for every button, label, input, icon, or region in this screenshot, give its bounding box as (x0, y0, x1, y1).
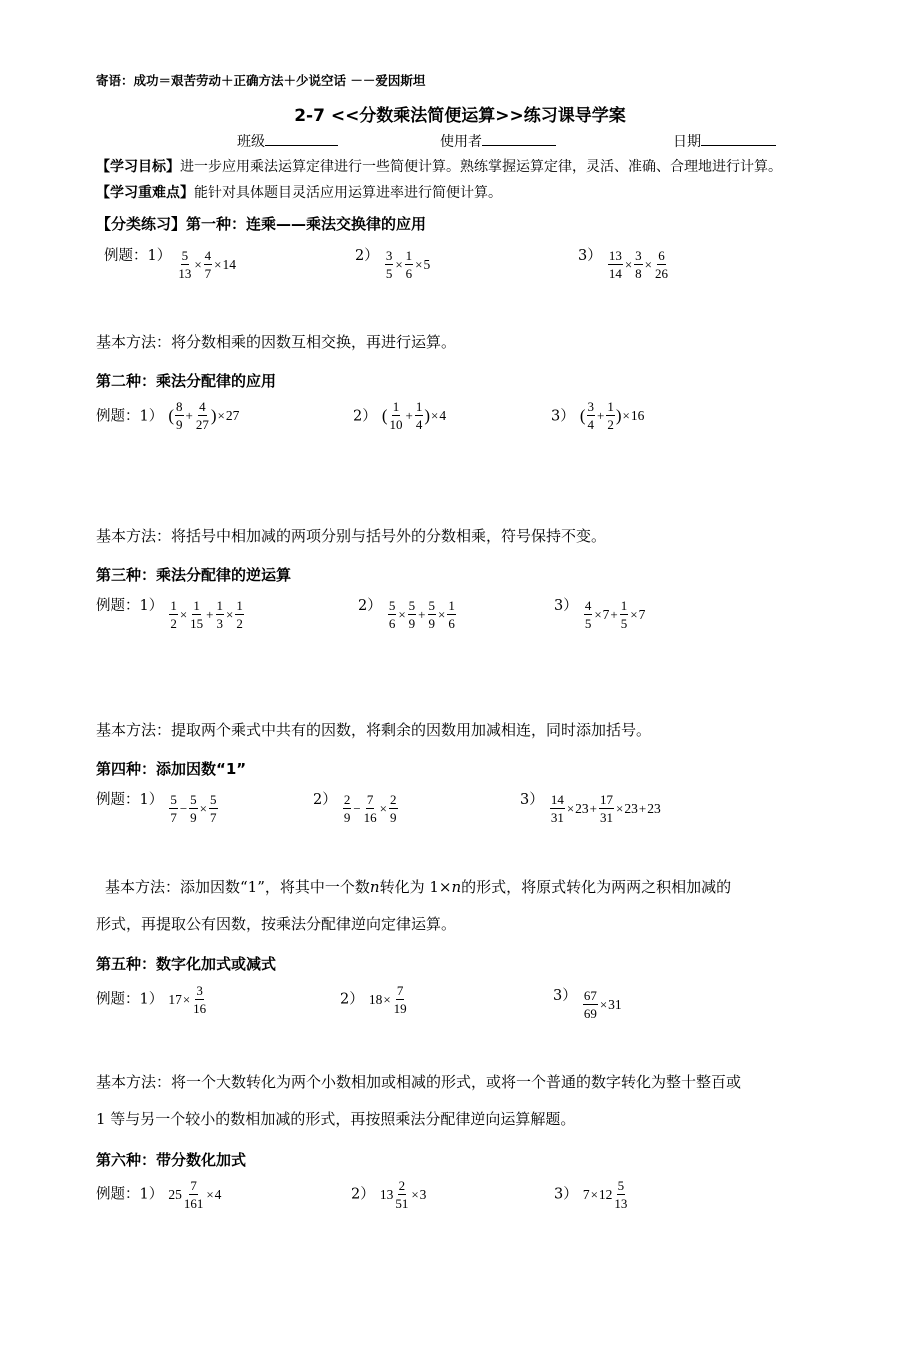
operator: + (206, 606, 214, 622)
numerator: 1 (170, 598, 177, 613)
numerator: 2 (390, 792, 397, 807)
s2-example-3 (551, 400, 644, 431)
numerator: 8 (176, 399, 183, 414)
denominator: 13 (178, 266, 192, 281)
denominator: 27 (195, 417, 209, 432)
denominator: 14 (608, 266, 622, 281)
example-label: 1） (139, 792, 164, 808)
example-label: 3） (554, 598, 578, 614)
denominator: 9 (343, 810, 351, 825)
class-blank[interactable] (265, 131, 338, 146)
denominator: 9 (408, 616, 416, 631)
numerator: 5 (617, 1178, 625, 1193)
denominator: 9 (390, 810, 397, 825)
s1-method: 基本方法：将分数相乘的因数互相交换，再进行运算。 (96, 333, 457, 351)
numerator: 2 (343, 792, 351, 807)
operator: × (206, 1186, 214, 1202)
numerator: 3 (587, 399, 594, 414)
numerator: 5 (210, 792, 217, 807)
s5-method-line1: 基本方法：将一个大数转化为两个小数相加或相减的形式，或将一个普通的数字转化为整十整百或 (96, 1073, 742, 1091)
fraction (177, 249, 192, 280)
operator: − (353, 800, 361, 816)
s3-example-1 (96, 594, 245, 630)
numerator: 5 (408, 598, 416, 613)
fraction (393, 984, 408, 1015)
math-expression: 7 × 12 $\frac{5}{13}$ (582, 1178, 628, 1211)
example-label: 3） (520, 792, 544, 808)
denominator: 9 (428, 616, 436, 631)
denominator: 5 (385, 266, 393, 281)
user-blank[interactable] (482, 131, 556, 146)
numerator: 1 (216, 598, 224, 613)
fraction (363, 793, 378, 824)
example-label: 例题： (96, 598, 140, 614)
s5-method-line2: 1 等与另一个较小的数相加减的形式，再按照乘法分配律逆向运算解题。 (96, 1110, 576, 1128)
numerator: 1 (415, 399, 423, 414)
operator: × (431, 407, 439, 423)
operator: × (594, 606, 602, 622)
date-field (673, 131, 776, 151)
s4-example-3 (520, 788, 661, 824)
section-2-title: 第二种：乘法分配律的应用 (96, 372, 277, 390)
s2-example-1 (96, 400, 239, 431)
s6-example-2 (351, 1179, 426, 1210)
math-expression: $\frac{67}{69}$ × 31 (583, 988, 622, 1021)
operator: × (199, 800, 208, 816)
fraction (606, 400, 615, 431)
example-label: 例题： (96, 1186, 140, 1203)
denominator: 69 (583, 1006, 597, 1021)
denominator: 5 (584, 616, 592, 631)
numerator: 6 (658, 248, 665, 263)
numerator: 5 (428, 598, 436, 613)
key-text: 能针对具体题目灵活应用运算进率进行简便计算。 (194, 185, 502, 201)
denominator: 7 (204, 266, 212, 281)
numerator: 3 (385, 248, 393, 263)
fraction (204, 249, 213, 280)
page-title: 2-7 <<分数乘法简便运算>>练习课导学案 (294, 106, 626, 126)
user-field (440, 131, 556, 151)
numerator: 5 (170, 792, 177, 807)
key-label: 【学习重难点】 (96, 185, 194, 201)
denominator: 15 (190, 616, 204, 631)
s1-example-3 (578, 244, 670, 280)
fraction (169, 793, 178, 824)
section-1-title: 【分类练习】第一种：连乘——乘法交换律的应用 (96, 215, 427, 233)
numerator: 3 (196, 983, 203, 998)
operator: × (214, 256, 222, 272)
numerator: 4 (584, 598, 592, 613)
fraction (620, 599, 629, 630)
parenthesis: ( (579, 405, 586, 425)
s2-method: 基本方法：将括号中相加减的两项分别与括号外的分数相乘，符号保持不变。 (96, 527, 607, 545)
user-label: 使用者 (440, 134, 482, 150)
operator: × (217, 407, 225, 423)
math-expression: 17 × $\frac{3}{16}$ (168, 983, 207, 1016)
example-label: 1） (139, 408, 164, 425)
denominator: 7 (170, 810, 177, 825)
section-3-title: 第三种：乘法分配律的逆运算 (96, 566, 292, 584)
denominator: 161 (183, 1196, 204, 1211)
s3-example-2 (358, 594, 457, 630)
fraction (389, 400, 404, 431)
fraction (550, 793, 565, 824)
operator: + (597, 407, 605, 423)
s5-example-2 (340, 984, 409, 1015)
math-expression (607, 249, 670, 280)
operator: + (405, 407, 413, 423)
operator: × (630, 606, 638, 622)
math-expression: ( $\frac{8}{9}$ + $\frac{4}{27}$ ) × 27 (168, 399, 240, 432)
operator: × (182, 991, 191, 1007)
s2-example-2 (353, 400, 446, 431)
denominator: 31 (550, 810, 564, 825)
fraction (388, 599, 397, 630)
fraction (216, 599, 225, 630)
operator: × (599, 996, 608, 1012)
example-label: 2） (358, 598, 382, 614)
example-label: 3） (553, 988, 577, 1004)
fraction (447, 599, 456, 630)
example-label: 1） (139, 991, 164, 1008)
denominator: 51 (395, 1196, 409, 1211)
numerator: 7 (366, 792, 374, 807)
goal-text: 进一步应用乘法运算定律进行一些简便计算。熟练掌握运算定律，灵活、准确、合理地进行计算。 (180, 159, 782, 175)
operator: × (226, 606, 234, 622)
operator: × (411, 1186, 419, 1202)
operator: + (185, 407, 193, 423)
example-label: 3） (578, 248, 602, 264)
s4-example-2 (313, 788, 399, 824)
fraction (385, 249, 394, 280)
denominator: 8 (635, 266, 642, 281)
s4-method-line2: 形式，再提取公有因数，按乘法分配律逆向定律运算。 (96, 915, 457, 933)
class-label: 班级 (237, 134, 265, 150)
denominator: 2 (607, 417, 614, 432)
fraction (343, 793, 352, 824)
example-label: 3） (554, 1186, 578, 1203)
denominator: 5 (620, 616, 628, 631)
fraction (613, 1179, 628, 1210)
fraction (583, 989, 598, 1020)
s3-method: 基本方法：提取两个乘式中共有的因数，将剩余的因数用加减相连，同时添加括号。 (96, 721, 652, 739)
class-field (237, 131, 338, 151)
math-expression: $\frac{3}{5}$ × $\frac{1}{6}$ × 5 (385, 248, 431, 281)
example-label: 3） (551, 408, 575, 425)
denominator: 26 (655, 266, 669, 281)
math-expression: 18 × $\frac{7}{19}$ (368, 983, 407, 1016)
numerator: 1 (607, 399, 614, 414)
s6-example-3 (554, 1179, 629, 1210)
operator: × (616, 800, 624, 816)
section-5-title: 第五种：数字化加式或减式 (96, 955, 277, 973)
fraction (195, 400, 210, 431)
example-label: 例题： (96, 991, 140, 1008)
section-6-title: 第六种：带分数化加式 (96, 1151, 247, 1169)
numerator: 13 (608, 248, 622, 263)
date-label: 日期 (673, 134, 701, 150)
fraction (587, 400, 596, 431)
operator: × (415, 256, 423, 272)
fraction (209, 793, 218, 824)
example-label: 1） (139, 598, 164, 614)
fraction (654, 249, 669, 280)
numerator: 5 (388, 598, 396, 613)
math-expression (387, 599, 457, 630)
operator: + (589, 800, 598, 816)
s1-example-1 (104, 244, 236, 280)
denominator: 7 (210, 810, 217, 825)
practice-label: 【分类练习】 (96, 215, 187, 233)
denominator: 31 (600, 810, 614, 825)
denominator: 13 (614, 1196, 628, 1211)
fraction (183, 1179, 205, 1210)
denominator: 16 (363, 810, 377, 825)
example-label: 2） (313, 792, 337, 808)
operator: × (383, 991, 391, 1007)
fraction (415, 400, 424, 431)
operator: × (622, 407, 630, 423)
denominator: 6 (388, 616, 396, 631)
parenthesis: ( (168, 405, 174, 425)
operator: × (624, 256, 633, 272)
denominator: 16 (193, 1001, 207, 1016)
numerator: 1 (193, 598, 200, 613)
numerator: 1 (620, 598, 628, 613)
math-expression (342, 793, 399, 824)
math-expression: $\frac{5}{13}$ × $\frac{4}{7}$ × 14 (178, 248, 237, 281)
s1-example-2 (355, 244, 430, 280)
s6-example-1 (96, 1179, 221, 1210)
fraction (584, 599, 593, 630)
numerator: 3 (635, 248, 642, 263)
key-points (96, 182, 502, 202)
operator: + (638, 800, 647, 816)
math-expression: 25 $\frac{7}{161}$ × 4 (168, 1178, 222, 1211)
numerator: 4 (199, 399, 206, 414)
denominator: 10 (389, 417, 403, 432)
fraction (608, 249, 623, 280)
math-expression (168, 793, 218, 824)
operator: + (610, 606, 618, 622)
fraction (428, 599, 437, 630)
goal-label: 【学习目标】 (96, 159, 180, 175)
operator: × (438, 606, 446, 622)
numerator: 14 (550, 792, 564, 807)
s4-example-1 (96, 788, 219, 824)
denominator: 9 (176, 417, 183, 432)
numerator: 67 (583, 988, 597, 1003)
numerator: 5 (190, 792, 197, 807)
learning-goal (96, 156, 782, 176)
fraction (599, 793, 614, 824)
section-4-title: 第四种：添加因数“1” (96, 760, 247, 778)
example-label: 2） (351, 1186, 375, 1203)
fraction (175, 400, 184, 431)
numerator: 2 (398, 1178, 406, 1193)
parenthesis: ) (424, 405, 431, 425)
numerator: 7 (396, 983, 404, 998)
s4-method-line1: 基本方法：添加因数“1”，将其中一个数n转化为 1×n的形式，将原式转化为两两之积相加减的 (105, 878, 732, 896)
operator: × (566, 800, 575, 816)
operator: × (644, 256, 653, 272)
denominator: 19 (393, 1001, 407, 1016)
s5-example-3 (553, 984, 622, 1020)
math-expression: ( $\frac{1}{10}$ + $\frac{1}{4}$ ) × 4 (381, 399, 447, 432)
fraction (634, 249, 643, 280)
parenthesis: ) (210, 405, 217, 425)
operator: × (379, 800, 388, 816)
fraction (235, 599, 244, 630)
fraction (169, 599, 178, 630)
denominator: 9 (190, 810, 197, 825)
math-expression: 13 $\frac{2}{51}$ × 3 (379, 1178, 427, 1211)
example-label: 2） (353, 408, 377, 425)
fraction (189, 599, 204, 630)
example-label: 例题： (104, 248, 148, 264)
numerator: 5 (181, 248, 189, 263)
numerator: 1 (448, 598, 455, 613)
operator: + (418, 606, 426, 622)
example-label: 1） (139, 1186, 164, 1203)
denominator: 3 (216, 616, 224, 631)
operator: − (179, 800, 188, 816)
numerator: 7 (190, 1178, 197, 1193)
date-blank[interactable] (701, 131, 776, 146)
fraction (408, 599, 417, 630)
operator: × (395, 256, 403, 272)
s3-example-3 (554, 594, 645, 630)
operator: × (398, 606, 406, 622)
operator: × (179, 606, 188, 622)
fraction (189, 793, 198, 824)
numerator: 1 (405, 248, 413, 263)
math-expression (168, 599, 245, 630)
numerator: 1 (236, 598, 243, 613)
example-label: 1） (147, 248, 172, 264)
numerator: 4 (204, 248, 212, 263)
denominator: 2 (170, 616, 177, 631)
parenthesis: ( (381, 405, 388, 425)
motto: 寄语：成功＝艰苦劳动＋正确方法＋少说空话 －－爱因斯坦 (96, 73, 426, 88)
example-label: 2） (355, 248, 379, 264)
s5-example-1 (96, 984, 208, 1015)
denominator: 4 (587, 417, 594, 432)
fraction (389, 793, 398, 824)
fraction (192, 984, 207, 1015)
math-expression: ( $\frac{3}{4}$ + $\frac{1}{2}$ ) × 16 (579, 399, 645, 432)
math-expression: $\frac{4}{5}$ × 7 + $\frac{1}{5}$ × 7 (584, 598, 646, 631)
example-label: 例题： (96, 792, 140, 808)
parenthesis: ) (615, 405, 622, 425)
example-label: 2） (340, 991, 364, 1008)
example-label: 例题： (96, 408, 140, 425)
denominator: 6 (405, 266, 413, 281)
denominator: 2 (236, 616, 243, 631)
denominator: 6 (448, 616, 455, 631)
math-expression: $\frac{14}{31}$ × 23 + $\frac{17}{31}$ × 23 + 23 (550, 792, 661, 825)
fraction (394, 1179, 409, 1210)
numerator: 17 (600, 792, 614, 807)
operator: × (194, 256, 202, 272)
operator: × (590, 1186, 598, 1202)
numerator: 1 (392, 399, 400, 414)
fraction (405, 249, 414, 280)
denominator: 4 (415, 417, 423, 432)
